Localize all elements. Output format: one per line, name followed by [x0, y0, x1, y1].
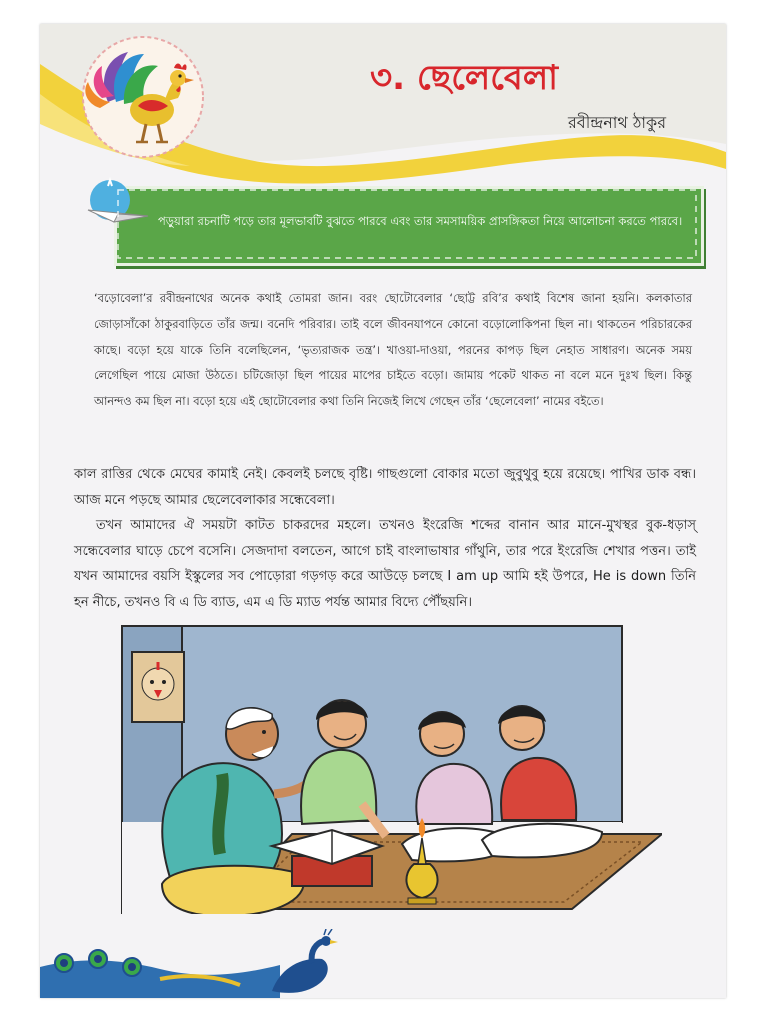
story-text	[74, 462, 696, 615]
intro-paragraph: ‘বড়োবেলা’র রবীন্দ্রনাথের অনেক কথাই তোমরা জান। বরং ছোটোবেলার ‘ছোট্ট রবি’র কথাই বিশেষ জানা হয়নি। কলকাতার জোড়াসাঁকো ঠাকুরবাড়িতে তাঁর জন্ম। বনেদি পরিবার। তাই বলে জীবনযাপনে কোনো বড়োলোকিপনা ছিল না। থাকতেন পরিচারকের কাছে। বড়ো হয়ে যাকে তিনি বলেছিলেন, ‘ভৃত্যরাজক তন্ত্র’। খাওয়া-দাওয়া, পরনের কাপড় ছিল নেহাত সাধারণ। অনেক সময় লেগেছিল পায়ে মোজা উঠতে। চটিজোড়া ছিল পায়ের মাপের চাইতে বড়ো। জামায় পকেট থাকত না বলে মনে দুঃখ ছিল। কিন্তু আনন্দও কম ছিল না। বড়ো হয়ে এই ছোটোবেলার কথা তিনি নিজেই লিখে গেছেন তাঁর ‘ছেলেবেলা’ নামের বইতে।	[94, 291, 692, 409]
peacock-icon	[272, 929, 338, 993]
story-paragraph-1: কাল রাত্তির থেকে মেঘের কামাই নেই। কেবলই চলছে বৃষ্টি। গাছগুলো বোকার মতো জুবুথুবু হয়ে রয়েছে। পাখির ডাক বন্ধ। আজ মনে পড়ছে আমার ছেলেবেলাকার সন্ধেবেলা।	[74, 467, 696, 508]
objective-text: পড়ুয়ারা রচনাটি পড়ে তার মূলভাবটি বুঝতে পারবে এবং তার সমসাময়িক প্রাসঙ্গিকতা নিয়ে আলোচনা করতে পারবে।	[158, 214, 683, 228]
wall-portrait	[132, 652, 184, 722]
book-page	[40, 24, 726, 998]
chapter-introduction	[94, 286, 692, 415]
story-paragraph-2: তখন আমাদের ঐ সময়টা কাটত চাকরদের মহলে। তখনও ইংরেজি শব্দের বানান আর মানে-মুখস্থর বুক-ধড়াস্ সন্ধেবেলার ঘাড়ে চেপে বসেনি। সেজদাদা বলতেন, আগে চাই বাংলাভাষার গাঁথুনি, তার পরে ইংরেজি শেখার পত্তন। তাই যখন আমাদের বয়সি ইস্কুলের সব পোড়োরা গড়গড় করে আউড়ে চলছে I am up আমি হই উপরে, He is down তিনি হন নীচে, তখনও বি এ ডি ব্যাড, এম এ ডি ম্যাড পর্যন্ত আমার বিদ্যে পৌঁছয়নি।	[74, 518, 696, 610]
footer-peacock-decoration	[40, 929, 726, 998]
author-name: রবীন্দ্রনাথ ঠাকুর	[568, 113, 667, 132]
rooster-icon	[78, 32, 208, 162]
chapter-illustration	[102, 624, 662, 914]
chapter-title: ৩. ছেলেবেলা	[370, 58, 559, 98]
